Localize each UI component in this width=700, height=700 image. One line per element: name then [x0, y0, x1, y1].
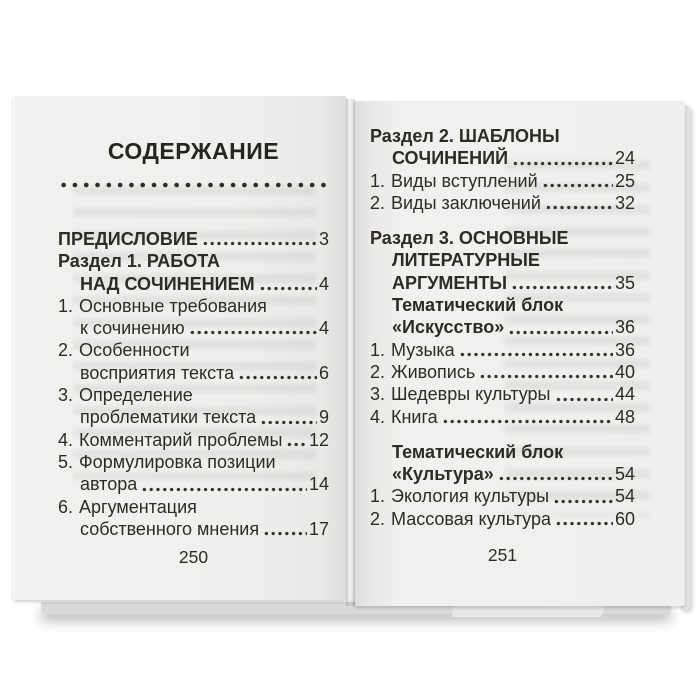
- entry-number: 4.: [370, 406, 386, 427]
- entry-text: Тематический блок: [392, 295, 564, 316]
- toc-entry-line: [58, 429, 329, 451]
- entry-text: автора: [80, 474, 138, 495]
- entry-number: 4.: [58, 429, 74, 450]
- toc-entry: [58, 496, 329, 541]
- toc-entry: [58, 250, 329, 295]
- entry-number: 1.: [58, 295, 74, 316]
- toc-entry-line: [58, 317, 329, 339]
- entry-text: Определение: [79, 385, 193, 406]
- toc-entry-line: [370, 383, 635, 405]
- toc-title: СОДЕРЖАНИЕ: [107, 138, 280, 164]
- toc-entry-line: [370, 272, 635, 294]
- entry-text: Тематический блок: [392, 441, 564, 462]
- leader-dots: [202, 241, 317, 246]
- toc-entry: [370, 192, 635, 214]
- toc-entry: [370, 406, 635, 428]
- toc-entry-line: [58, 295, 329, 317]
- leader-dots: [189, 330, 317, 335]
- page-number-right: 251: [487, 545, 518, 565]
- leader-dots: [259, 286, 317, 291]
- entry-page-number: 25: [614, 170, 635, 191]
- right-page: [355, 101, 685, 606]
- toc-entry: [370, 441, 635, 486]
- toc-list-left: [58, 228, 329, 540]
- entry-page-number: 4: [318, 273, 329, 294]
- right-page-content: [355, 101, 685, 530]
- leader-dots: [286, 442, 307, 447]
- entry-text: Шедевры культуры: [391, 384, 551, 405]
- entry-page-number: 44: [614, 384, 635, 405]
- toc-entry-line: [370, 192, 635, 214]
- entry-text: ПРЕДИСЛОВИЕ: [58, 229, 198, 249]
- entry-text: НАД СОЧИНЕНИЕМ: [80, 273, 255, 294]
- entry-number: 2.: [370, 508, 386, 529]
- leader-dots: [263, 531, 307, 536]
- entry-page-number: 36: [614, 339, 635, 360]
- toc-entry-line: [370, 170, 635, 192]
- entry-page-number: 6: [318, 362, 329, 383]
- entry-text: Раздел 3. ОСНОВНЫЕ: [370, 228, 569, 249]
- entry-text: Основные требования: [79, 295, 267, 316]
- toc-entry-line: [58, 518, 329, 540]
- toc-entry: [370, 170, 635, 192]
- entry-page-number: 24: [614, 148, 635, 169]
- left-page-content: [13, 96, 346, 540]
- entry-text: восприятия текста: [80, 362, 235, 383]
- entry-text: Массовая культура: [391, 508, 551, 529]
- dotted-separator: [58, 182, 329, 188]
- toc-entry: [58, 451, 329, 496]
- entry-text: ЛИТЕРАТУРНЫЕ: [392, 250, 540, 271]
- leader-dots: [511, 285, 613, 290]
- toc-entry-line: [370, 485, 635, 507]
- entry-text: Особенности: [79, 340, 190, 361]
- leader-dots: [555, 397, 613, 402]
- entry-text: СОЧИНЕНИЙ: [392, 148, 509, 169]
- entry-page-number: 32: [614, 192, 635, 213]
- toc-entry-line: [58, 250, 329, 272]
- toc-entry-line: [370, 227, 635, 249]
- entry-number: 2.: [58, 340, 74, 361]
- toc-entry-line: [58, 273, 329, 295]
- page-number-left: 250: [178, 547, 209, 567]
- entry-page-number: 40: [614, 361, 635, 382]
- entry-text: проблематики текста: [80, 407, 257, 428]
- entry-text: Аргументация: [79, 496, 197, 517]
- entry-text: Формулировка позиции: [79, 451, 276, 472]
- entry-page-number: 54: [614, 464, 635, 485]
- entry-text: к сочинению: [80, 318, 185, 339]
- leader-dots: [542, 183, 613, 188]
- entry-text: АРГУМЕНТЫ: [392, 272, 508, 293]
- entry-page-number: 14: [308, 474, 329, 495]
- page-stack-spur: [452, 605, 605, 617]
- entry-page-number: 60: [614, 508, 635, 529]
- entry-number: 3.: [370, 384, 386, 405]
- toc-entry-line: [392, 463, 635, 485]
- entry-text: Экология культуры: [391, 486, 550, 507]
- toc-entry: [58, 339, 329, 384]
- toc-entry: [58, 295, 329, 340]
- toc-entry: [370, 227, 635, 294]
- toc-entry-line: [370, 361, 635, 383]
- entry-text: Виды заключений: [391, 192, 541, 213]
- entry-page-number: 35: [614, 272, 635, 293]
- toc-entry-line: [370, 147, 635, 169]
- entry-number: 5.: [58, 451, 74, 472]
- toc-entry-line: [58, 339, 329, 361]
- toc-list-right: [370, 125, 635, 530]
- leader-dots: [508, 330, 613, 335]
- toc-entry: [58, 429, 329, 451]
- leader-dots: [260, 420, 317, 425]
- toc-entry: [370, 383, 635, 405]
- entry-text: Раздел 1. РАБОТА: [58, 251, 221, 272]
- leader-dots: [545, 205, 613, 210]
- entry-page-number: 54: [614, 486, 635, 507]
- entry-page-number: 17: [308, 518, 329, 539]
- leader-dots: [498, 476, 613, 481]
- toc-entry: [370, 294, 635, 339]
- toc-entry: [58, 228, 329, 250]
- open-book: [13, 96, 685, 608]
- toc-entry-line: [58, 496, 329, 518]
- leader-dots: [479, 374, 613, 379]
- entry-page-number: 3: [318, 229, 329, 249]
- entry-text: «Искусство»: [392, 317, 505, 338]
- leader-dots: [141, 487, 307, 492]
- leader-dots: [238, 375, 317, 380]
- entry-number: 1.: [370, 486, 386, 507]
- leader-dots: [459, 352, 613, 357]
- entry-number: 6.: [58, 496, 74, 517]
- toc-entry: [370, 125, 635, 170]
- entry-number: 1.: [370, 170, 386, 191]
- toc-entry-line: [58, 384, 329, 406]
- toc-entry-line: [370, 125, 635, 147]
- toc-entry: [58, 384, 329, 429]
- toc-entry-line: [58, 473, 329, 495]
- entry-text: Книга: [391, 406, 438, 427]
- toc-entry-line: [370, 249, 635, 271]
- entry-page-number: 48: [614, 406, 635, 427]
- entry-text: Музыка: [391, 339, 455, 360]
- entry-text: Виды вступлений: [391, 170, 538, 191]
- entry-page-number: 4: [318, 318, 329, 339]
- toc-entry-line: [392, 441, 635, 463]
- toc-entry: [370, 339, 635, 361]
- toc-entry-line: [58, 406, 329, 428]
- toc-entry: [370, 361, 635, 383]
- entry-text: Живопись: [391, 361, 476, 382]
- entry-number: 2.: [370, 192, 386, 213]
- leader-dots: [512, 161, 613, 166]
- entry-page-number: 9: [318, 407, 329, 428]
- entry-number: 1.: [370, 339, 386, 360]
- entry-text: Раздел 2. ШАБЛОНЫ: [370, 126, 560, 146]
- entry-number: 3.: [58, 385, 74, 406]
- leader-dots: [553, 499, 613, 504]
- toc-entry-line: [370, 339, 635, 361]
- toc-entry: [370, 508, 635, 530]
- entry-number: 2.: [370, 361, 386, 382]
- entry-text: «Культура»: [392, 464, 494, 485]
- toc-entry-line: [370, 406, 635, 428]
- leader-dots: [555, 521, 613, 526]
- leader-dots: [442, 419, 613, 424]
- entry-page-number: 12: [308, 429, 329, 450]
- left-page: [13, 96, 346, 600]
- toc-entry-line: [58, 228, 329, 250]
- toc-entry-line: [392, 294, 635, 316]
- toc-entry-line: [58, 451, 329, 473]
- toc-entry-line: [392, 316, 635, 338]
- entry-text: собственного мнения: [80, 518, 260, 539]
- toc-entry-line: [58, 362, 329, 384]
- toc-entry: [370, 485, 635, 507]
- entry-text: Комментарий проблемы: [79, 429, 283, 450]
- toc-entry-line: [370, 508, 635, 530]
- entry-page-number: 36: [614, 317, 635, 338]
- book-spine-shadow: [346, 99, 355, 606]
